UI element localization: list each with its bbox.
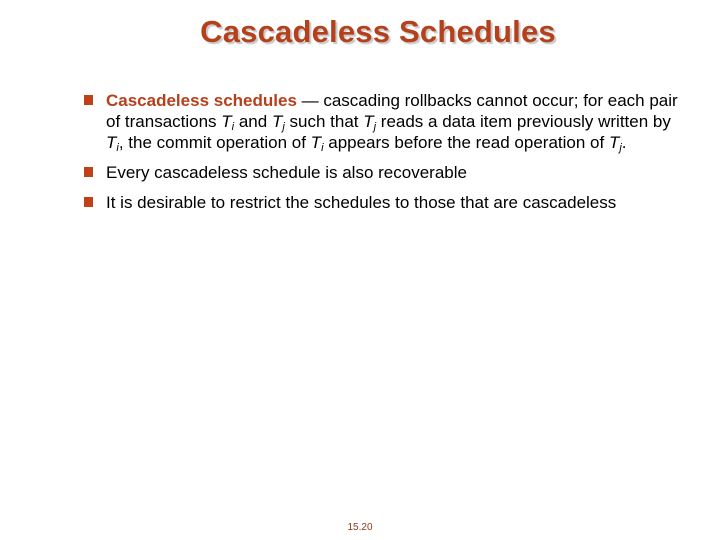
square-bullet-icon [84,95,93,105]
text: appears before the read operation of [323,133,609,152]
square-bullet-icon [84,197,93,207]
subscript: j [282,121,285,133]
math-var: T [221,112,232,131]
text: such that [284,112,364,131]
term-highlight: Cascadeless schedules [106,91,297,110]
bullet-item [84,90,684,153]
text: reads a data item previously written by [376,112,671,131]
text: — cascading rollbacks cannot occur; for each pair of transactions [106,91,678,131]
bullet-item [84,192,684,213]
math-var: T [271,112,283,131]
square-bullet-icon [84,167,93,177]
subscript: j [619,142,622,154]
bullet-list [84,90,684,222]
bullet-text: Every cascadeless schedule is also recoverable [106,163,467,182]
bullet-item [84,162,684,183]
math-var: T [106,133,117,152]
subscript: j [373,121,377,133]
text: . [621,133,627,152]
subscript: i [116,142,119,154]
text: , the commit operation of [118,133,311,152]
page-number: 15.20 [347,522,373,533]
math-var: T [310,133,322,152]
bullet-text: It is desirable to restrict the schedules to those that are cascadeless [106,193,617,212]
text: and [234,112,272,131]
subscript: i [231,121,235,133]
math-var: T [363,112,374,131]
math-var: T [608,133,620,152]
subscript: i [321,142,324,154]
slide-title: Cascadeless Schedules [200,14,556,49]
